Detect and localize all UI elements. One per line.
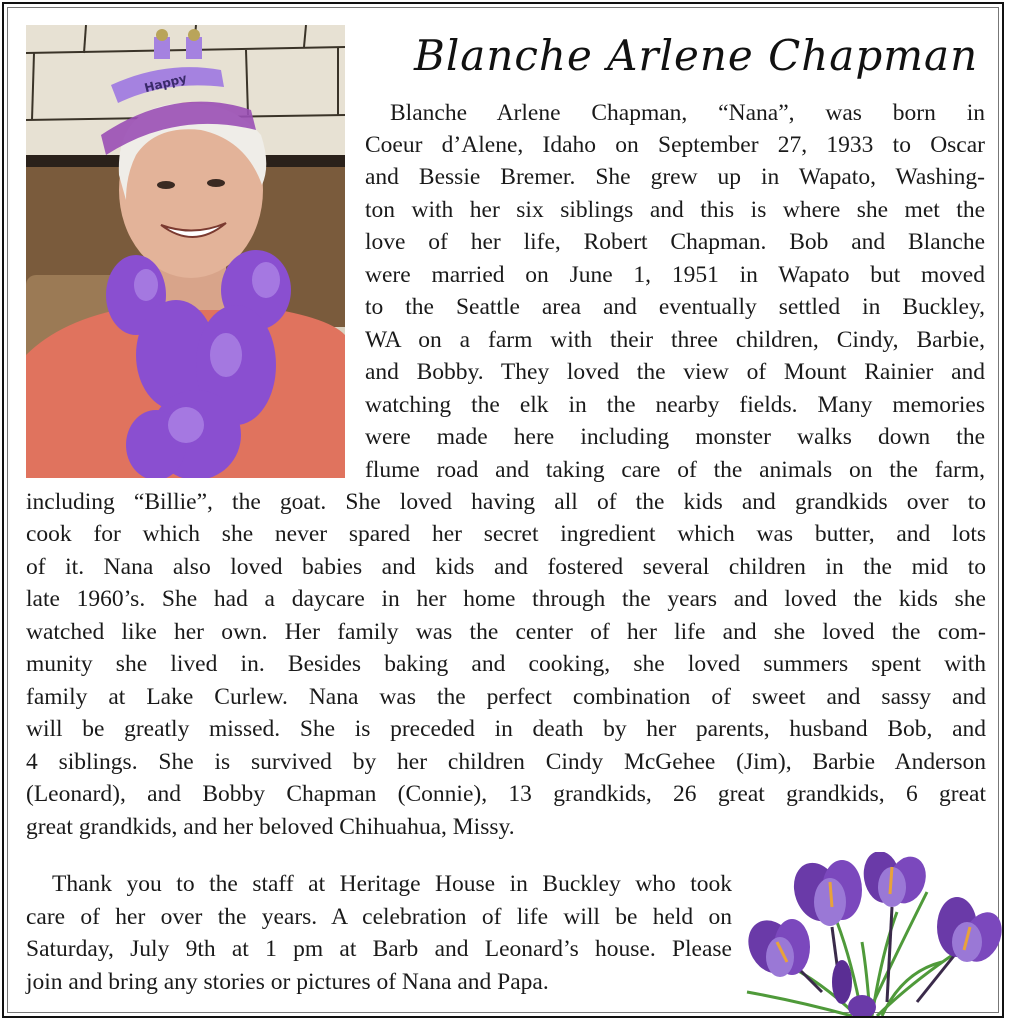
text-line: love of her life, Robert Chapman. Bob and Blanche xyxy=(365,229,985,255)
text-line: Coeur d’Alene, Idaho on September 27, 1933 to Oscar xyxy=(365,132,985,158)
text-line: great grandkids, and her beloved Chihuahua, Missy. xyxy=(26,814,515,840)
text-line: ton with her six siblings and this is where she met the xyxy=(365,197,985,223)
text-line: flume road and taking care of the animals on the farm, xyxy=(365,457,985,483)
text-line: (Leonard), and Bobby Chapman (Connie), 13 grandkids, 26 great grandkids, 6 great xyxy=(26,781,986,807)
text-line: and Bessie Bremer. She grew up in Wapato, Washing- xyxy=(365,164,985,190)
text-line: watching the elk in the nearby fields. Many memories xyxy=(365,392,985,418)
text-line: watched like her own. Her family was the center of her life and she loved the com- xyxy=(26,619,986,645)
text-line: to the Seattle area and eventually settled in Buckley, xyxy=(365,294,985,320)
right-eye xyxy=(207,179,225,187)
text-line: WA on a farm with their three children, Cindy, Barbie, xyxy=(365,327,985,353)
text-line: cook for which she never spared her secret ingredient which was butter, and lots xyxy=(26,521,986,547)
text-line: munity she lived in. Besides baking and cooking, she loved summers spent with xyxy=(26,651,986,677)
text-line: Thank you to the staff at Heritage House in Buckley who took xyxy=(52,871,732,897)
crocus-flower xyxy=(786,856,862,927)
crocus-flower xyxy=(742,912,810,982)
text-line: were made here including monster walks down the xyxy=(365,424,985,450)
text-line: were married on June 1, 1951 in Wapato but moved xyxy=(365,262,985,288)
text-line: including “Billie”, the goat. She loved having all of the kids and grandkids over to xyxy=(26,489,986,515)
text-line: late 1960’s. She had a daycare in her home through the years and loved the kids she xyxy=(26,586,986,612)
stems xyxy=(792,907,957,1002)
text-line: join and bring any stories or pictures of Nana and Papa. xyxy=(26,969,549,995)
candle-flame-left xyxy=(156,29,168,41)
obituary-title: Blanche Arlene Chapman xyxy=(414,31,979,80)
hat-text: Happy xyxy=(142,71,189,96)
text-line: family at Lake Curlew. Nana was the perfect combination of sweet and sassy and xyxy=(26,684,986,710)
crocus-bud xyxy=(848,995,876,1016)
text-line: 4 siblings. She is survived by her children Cindy McGehee (Jim), Barbie Anderson xyxy=(26,749,986,775)
crocus-bud xyxy=(832,960,852,1004)
portrait-photo xyxy=(26,25,345,478)
text-line: Blanche Arlene Chapman, “Nana”, was born in xyxy=(390,100,985,126)
text-line: Saturday, July 9th at 1 pm at Barb and Leonard’s house. Please xyxy=(26,936,732,962)
text-line: care of her over the years. A celebration of life will be held on xyxy=(26,904,732,930)
portrait-illustration xyxy=(26,25,345,478)
crocus-illustration xyxy=(742,852,1004,1016)
text-line: will be greatly missed. She is preceded in death by her parents, husband Bob, and xyxy=(26,716,986,742)
text-line: and Bobby. They loved the view of Mount Rainier and xyxy=(365,359,985,385)
text-line: of it. Nana also loved babies and kids and fostered several children in the mid to xyxy=(26,554,986,580)
candle-flame-right xyxy=(188,29,200,41)
left-eye xyxy=(157,181,175,189)
crocus-flowers-image xyxy=(742,852,1004,1016)
